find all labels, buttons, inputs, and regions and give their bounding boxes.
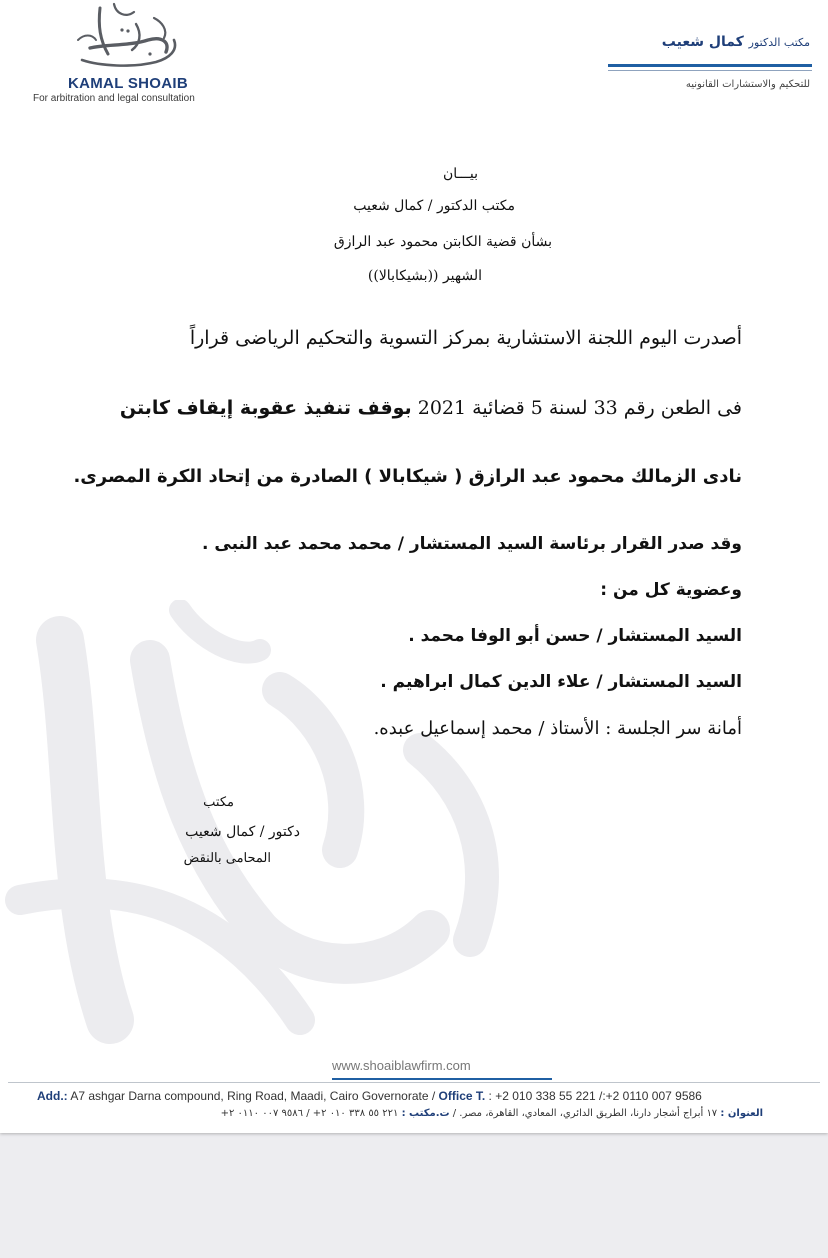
- office-subtitle: للتحكيم والاستشارات القانونيه: [685, 79, 810, 90]
- signature-title: المحامى بالنقض: [183, 851, 271, 866]
- footer-ar-address-label: العنوان :: [720, 1108, 763, 1119]
- office-prefix: مكتب الدكتور: [748, 36, 810, 49]
- body-paragraph-7: السيد المستشار / علاء الدين كمال ابراهيم .: [380, 672, 742, 692]
- office-name-text: كمال شعيب: [661, 34, 744, 50]
- body-paragraph-5: وعضوية كل من :: [600, 580, 742, 600]
- statement-office-line: مكتب الدكتور / كمال شعيب: [353, 198, 515, 214]
- body-paragraph-3: نادى الزمالك محمود عبد الرازق ( شيكابالا ) الصادرة من إتحاد الكرة المصرى.: [73, 466, 742, 487]
- footer-accent-rule: [332, 1078, 552, 1080]
- logo-name: KAMAL SHOAIB: [68, 75, 188, 92]
- footer-address-en: [37, 1089, 702, 1103]
- header-divider: [608, 64, 812, 67]
- body-paragraph-4: وقد صدر القرار برئاسة السيد المستشار / محمد محمد عبد النبى .: [202, 534, 742, 554]
- footer-phones: : +2 010 338 55 221 /:+2 0110 007 9586: [485, 1089, 702, 1103]
- body-paragraph-6: السيد المستشار / حسن أبو الوفا محمد .: [408, 626, 742, 646]
- statement-nickname-line: الشهير ((بشيكابالا)): [367, 268, 482, 284]
- office-name: [662, 34, 810, 50]
- footer-ar-phones: ٢٢١ ٥٥ ٣٣٨ ٠١٠ ٢+ / ٩٥٨٦ ٠٠٧ ٠١١٠ ٢+: [220, 1108, 402, 1119]
- statement-title: بيـــان: [443, 166, 478, 182]
- footer-ar-address-text: ١٧ أبراج أشجار دارنا، الطريق الدائري، المعادي، القاهرة، مصر. /: [449, 1108, 721, 1119]
- footer-address-ar: [221, 1108, 763, 1119]
- signature-office: مكتب: [203, 795, 234, 810]
- footer-address-text: A7 ashgar Darna compound, Ring Road, Maadi, Cairo Governorate /: [67, 1089, 439, 1103]
- calligraphy-logo-icon: [70, 0, 190, 78]
- signature-name: دكتور / كمال شعيب: [185, 824, 300, 840]
- body-paragraph-2-normal: فى الطعن رقم 33 لسنة 5 قضائية 2021: [411, 397, 742, 419]
- statement-subject-line: بشأن قضية الكابتن محمود عبد الرازق: [333, 234, 552, 250]
- website-link[interactable]: www.shoaiblawfirm.com: [332, 1058, 471, 1073]
- footer-rule: [8, 1082, 820, 1083]
- kamal-shoaib-logo: [30, 0, 220, 108]
- header-divider-thin: [608, 70, 812, 71]
- footer-office-label: Office T.: [438, 1089, 486, 1103]
- body-paragraph-1: أصدرت اليوم اللجنة الاستشارية بمركز التسوية والتحكيم الرياضى قراراً: [189, 327, 742, 349]
- logo-tagline: For arbitration and legal consultation: [33, 93, 195, 104]
- body-paragraph-2: [120, 397, 742, 419]
- footer-ar-office-label: ت.مكتب :: [401, 1108, 450, 1119]
- body-paragraph-8: أمانة سر الجلسة : الأستاذ / محمد إسماعيل عبده.: [373, 718, 742, 739]
- body-paragraph-2-bold: بوقف تنفيذ عقوبة إيقاف كابتن: [119, 397, 412, 419]
- footer-address-label: Add.:: [37, 1089, 68, 1103]
